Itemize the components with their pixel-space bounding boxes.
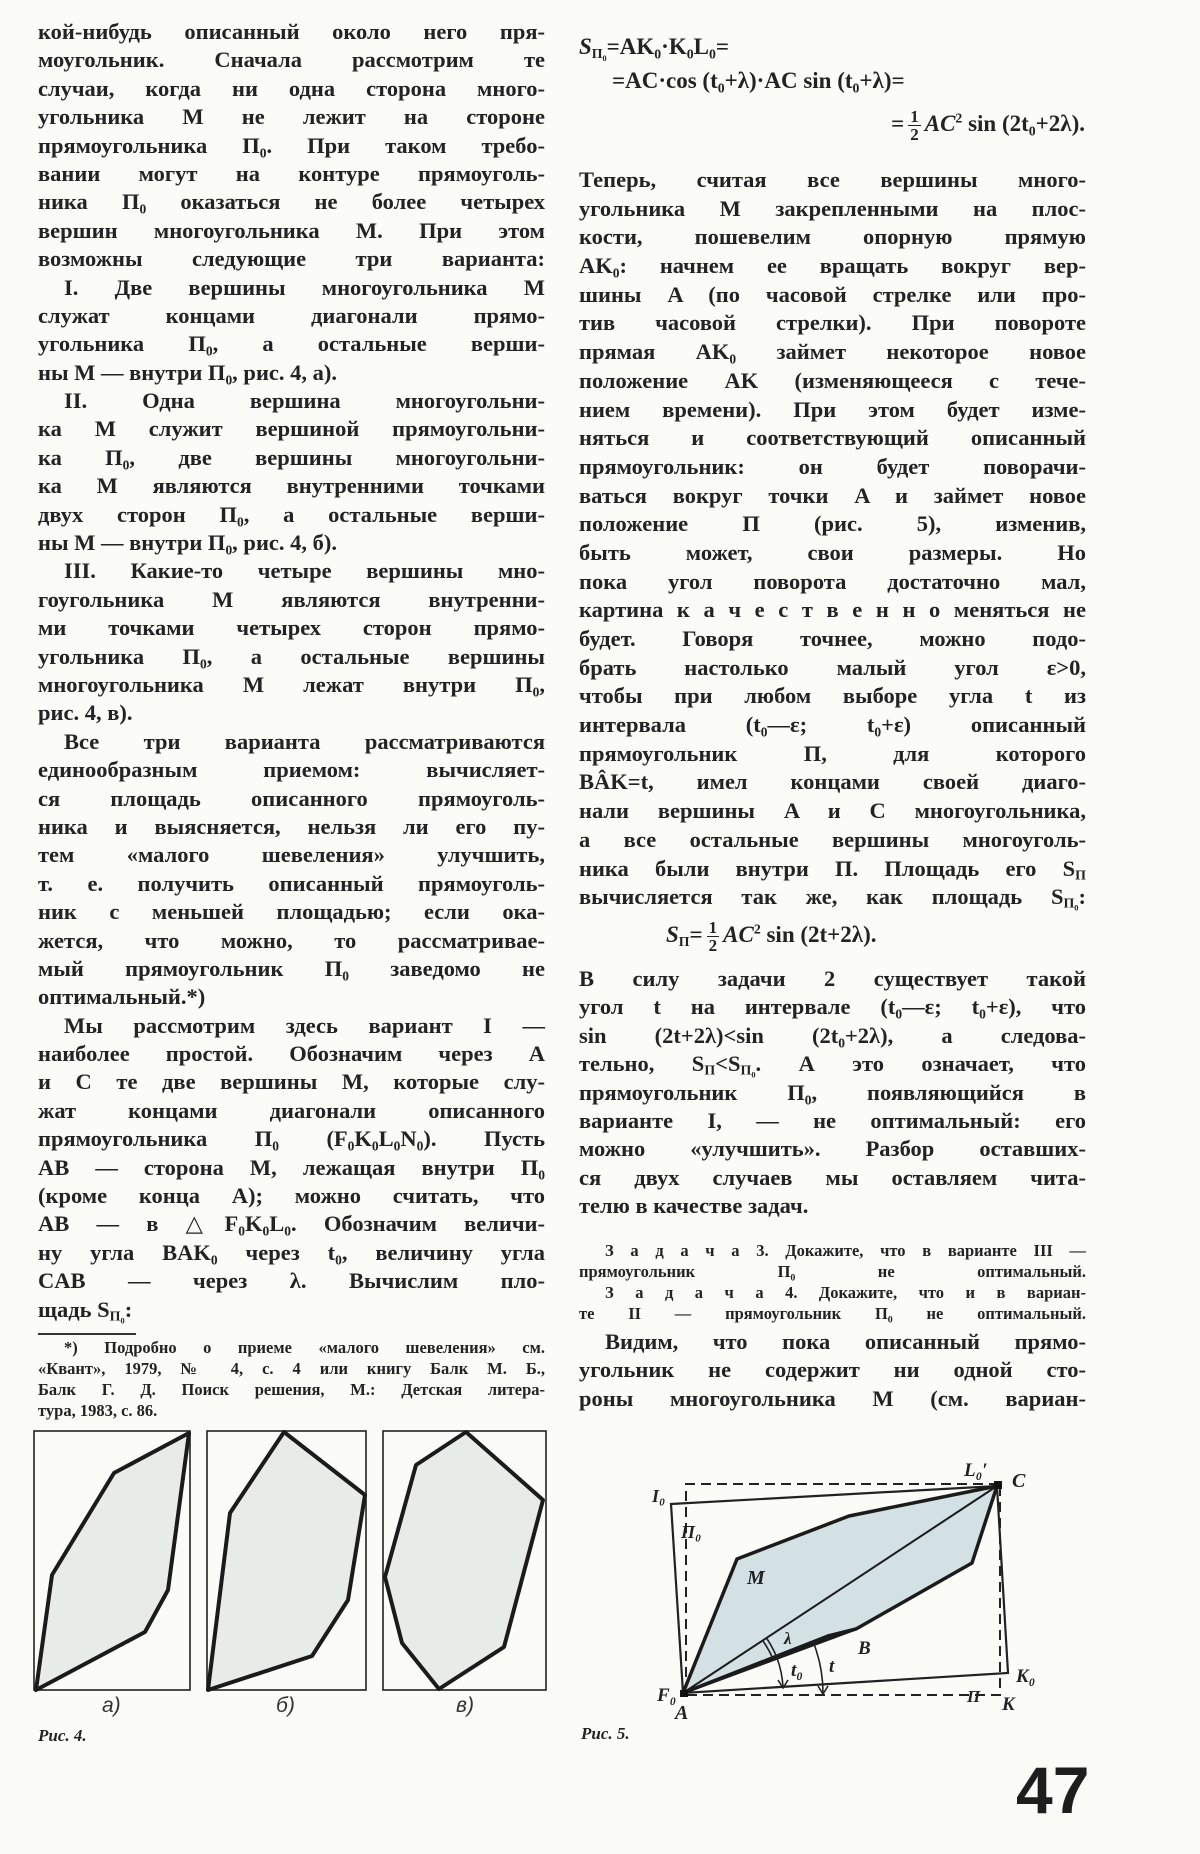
text-line: (кроме конца A); можно считать, что xyxy=(38,1183,545,1209)
text-line: угольника П₀, а остальные вершины xyxy=(38,643,545,669)
label-lambda: λ xyxy=(784,1629,792,1648)
text-line: тем «малого шевеления» улучшить, xyxy=(38,842,545,868)
text-line: вании могут на контуре прямоуголь- xyxy=(38,160,545,186)
text-line: Все три варианта рассматриваются xyxy=(64,728,545,754)
text-segment: ника были внутри П. Площадь его S xyxy=(579,855,1076,881)
text-line: ваться вокруг точки A и займет новое xyxy=(579,482,1086,508)
fraction-numerator: 1 xyxy=(708,918,718,937)
text-line: Мы рассмотрим здесь вариант I — xyxy=(64,1012,545,1038)
formula-symbol: S xyxy=(579,34,592,59)
formula-subscript: П₀ xyxy=(591,46,607,62)
label-t0: t₀ xyxy=(791,1660,803,1681)
text-line: жат концами диагонали описанного xyxy=(38,1097,545,1123)
label-b: B xyxy=(858,1638,871,1659)
formula-text: =AK₀·K₀L₀= xyxy=(606,34,729,59)
text-line: «Квант», 1979, № 4, с. 4 или книгу Балк М. Б., xyxy=(38,1359,545,1378)
fig5-caption: Рис. 5. xyxy=(581,1724,630,1743)
subscript: П xyxy=(704,1063,716,1079)
text-segment: щадь S xyxy=(38,1296,110,1322)
text-line: *) Подробно о приеме «малого шевеления» см. xyxy=(64,1338,545,1357)
text-line: ка M служит вершиной прямоугольни- xyxy=(38,416,545,442)
fraction-denominator: 2 xyxy=(910,125,919,144)
text-line: нали вершины A и C многоугольника, xyxy=(579,798,1086,824)
text-line: ся двух случаев мы оставляем чита- xyxy=(579,1164,1086,1190)
text-line: тив часовой стрелки). При повороте xyxy=(579,310,1086,336)
vertex-c-marker xyxy=(994,1481,1002,1489)
formula-text: = xyxy=(891,110,905,136)
fig4c-label: в) xyxy=(456,1694,474,1717)
label-f0: F₀ xyxy=(657,1685,677,1706)
text-segment: вычисляется так же, как площадь S xyxy=(579,884,1064,910)
text-line: интервала (t₀—ε; t₀+ε) описанный xyxy=(579,712,1086,738)
text-line: брать настолько малый угол ε>0, xyxy=(579,654,1086,680)
fig4-caption: Рис. 4. xyxy=(38,1726,87,1745)
text-line: т. е. получить описанный прямоуголь- xyxy=(38,870,545,896)
text-line: ну угла BAK₀ через t₀, величину угла xyxy=(38,1239,545,1265)
formula-symbol: S xyxy=(666,921,679,947)
text-line: ся площадь описанного прямоуголь- xyxy=(38,785,545,811)
text-line: III. Какие-то четыре вершины мно- xyxy=(64,558,545,584)
text-line: BÂK=t, имел концами своей диаго- xyxy=(579,769,1086,795)
text-line: положение П (рис. 5), изменив, xyxy=(579,511,1086,537)
text-line: ны M — внутри П₀, рис. 4, а). xyxy=(38,359,338,385)
label-p0: П₀ xyxy=(681,1522,702,1542)
text-line: а все остальные вершины многоуголь- xyxy=(579,826,1086,852)
text-line: прямоугольника П₀. При таком требо- xyxy=(38,132,545,158)
text-segment: тельно, S xyxy=(579,1051,705,1077)
text-line: ны M — внутри П₀, рис. 4, б). xyxy=(38,530,338,556)
text-line: II. Одна вершина многоугольни- xyxy=(64,388,545,414)
text-line: служат концами диагонали прямо- xyxy=(38,302,545,328)
text-line: чтобы при любом выборе угла t из xyxy=(579,683,1086,709)
text-line: угольник не содержит ни одной сто- xyxy=(579,1357,1086,1383)
text-line: наиболее простой. Обозначим через A xyxy=(38,1041,545,1067)
text-line: телю в качестве задач. xyxy=(579,1193,809,1219)
text-line: вершин многоугольника M. При этом xyxy=(38,217,545,243)
fraction-numerator: 1 xyxy=(910,107,919,126)
text-line: З а д а ч а 3. Докажите, что в варианте III — xyxy=(605,1241,1086,1260)
text-line: sin (2t+2λ)<sin (2t₀+2λ), а следова- xyxy=(579,1022,1086,1048)
text-line: прямоугольник П, для которого xyxy=(579,740,1086,766)
label-k0: K₀ xyxy=(1016,1666,1036,1687)
fig4b-label: б) xyxy=(276,1694,295,1717)
text-line: двух сторон П₀, а остальные верши- xyxy=(38,501,545,527)
text-line: единообразным приемом: вычисляет- xyxy=(38,757,545,783)
text-line: прямоугольник П₀, появляющийся в xyxy=(579,1079,1086,1105)
formula-symbol: AC xyxy=(924,110,956,136)
text-line: роны многоугольника M (см. вариан- xyxy=(579,1385,1086,1411)
text-line: I. Две вершины многоугольника M xyxy=(64,274,545,300)
label-k: K xyxy=(1002,1694,1015,1715)
text-line: З а д а ч а 4. Докажите, что и в вариан- xyxy=(605,1283,1086,1302)
fig4a-label: а) xyxy=(102,1694,121,1717)
text-line: Теперь, считая все вершины много- xyxy=(579,167,1086,192)
text-line: угол t на интервале (t₀—ε; t₀+ε), что xyxy=(579,994,1086,1020)
label-t: t xyxy=(829,1656,835,1677)
subscript: П₀ xyxy=(109,1309,125,1325)
text-line: картина к а ч е с т в е н н о меняться не xyxy=(579,597,1086,623)
text-line: ка M являются внутренними точками xyxy=(38,473,545,499)
label-m: M xyxy=(747,1567,765,1589)
text-line: AB — сторона M, лежащая внутри П₀ xyxy=(38,1154,545,1180)
text-line: оптимальный.*) xyxy=(38,984,206,1010)
text-line: ми точками четырех сторон прямо- xyxy=(38,615,545,641)
text-line: няться и соответствующий описанный xyxy=(579,425,1086,451)
text-line: В силу задачи 2 существует такой xyxy=(579,966,1086,991)
text-line: кости, пошевелим опорную прямую xyxy=(579,224,1086,250)
text-line: ник с меньшей площадью; если ока- xyxy=(38,899,545,925)
label-p: П xyxy=(967,1687,981,1706)
text-line: многоугольника M лежат внутри П₀, xyxy=(38,671,545,697)
fraction-denominator: 2 xyxy=(708,936,718,955)
formula-area-p0-line2: =AC·cos (t₀+λ)·AC sin (t₀+λ)= xyxy=(612,68,905,93)
text-line: AB — в △F₀K₀L₀. Обозначим величи- xyxy=(38,1211,545,1237)
text-line: быть может, свои размеры. Но xyxy=(579,539,1086,565)
text-line: рис. 4, в). xyxy=(38,700,133,726)
text-line: будет. Говоря точнее, можно подо- xyxy=(579,626,1086,651)
formula-text: sin (2t+2λ). xyxy=(760,921,877,947)
text-line: ника П₀ оказаться не более четырех xyxy=(38,189,545,215)
text-line: ника и выясняется, нельзя ли его пу- xyxy=(38,813,545,839)
text-line: мый прямоугольник П₀ заведомо не xyxy=(38,955,545,981)
text-segment: : xyxy=(1078,884,1086,910)
formula-symbol: AC xyxy=(723,921,754,947)
label-l0: L₀′ xyxy=(964,1460,988,1481)
page-number: 47 xyxy=(1016,1753,1090,1827)
subscript: П₀ xyxy=(1063,896,1079,912)
subscript: П xyxy=(1075,867,1086,883)
text-line: тура, 1983, с. 86. xyxy=(38,1401,158,1420)
text-line: варианте I, — не оптимальный: его xyxy=(579,1107,1086,1133)
text-line: те II — прямоугольник П₀ не оптимальный. xyxy=(579,1304,1086,1323)
label-n0: I₀ xyxy=(652,1486,666,1506)
text-line: AK₀: начнем ее вращать вокруг вер- xyxy=(579,253,1086,279)
text-line: кой-нибудь описанный около него пря- xyxy=(38,19,545,44)
text-segment: <S xyxy=(715,1051,741,1077)
formula-superscript: 2 xyxy=(753,921,761,937)
text-line: угольника M закрепленными на плос- xyxy=(579,195,1086,221)
text-line: прямая AK₀ займет некоторое новое xyxy=(579,339,1086,365)
text-line: и C те две вершины M, которые слу- xyxy=(38,1069,545,1095)
subscript: П₀ xyxy=(740,1063,756,1079)
label-c: C xyxy=(1012,1470,1026,1492)
text-segment: . А это означает, что xyxy=(755,1051,1086,1077)
text-line: CAB — через λ. Вычислим пло- xyxy=(38,1268,545,1294)
text-segment: : xyxy=(124,1296,133,1322)
text-line: ка П₀, две вершины многоугольни- xyxy=(38,444,545,470)
label-a: A xyxy=(675,1702,689,1724)
text-line: Балк Г. Д. Поиск решения, М.: Детская литера- xyxy=(38,1380,545,1399)
formula-text: = xyxy=(689,921,703,947)
text-line: Видим, что пока описанный прямо- xyxy=(605,1329,1086,1354)
formula-subscript: П xyxy=(678,933,690,949)
text-line: гоугольника M являются внутренни- xyxy=(38,586,545,612)
text-line: прямоугольника П₀ (F₀K₀L₀N₀). Пусть xyxy=(38,1126,545,1152)
text-line: можно «улучшить». Разбор оставших- xyxy=(579,1136,1086,1162)
text-line: прямоугольник П₀ не оптимальный. xyxy=(579,1262,1086,1281)
formula-text: sin (2t₀+2λ). xyxy=(962,110,1085,136)
text-line: шины A (по часовой стрелке или про- xyxy=(579,281,1086,307)
text-line: пока угол поворота достаточно мал, xyxy=(579,568,1086,594)
text-line: нием времени). При этом будет изме- xyxy=(579,396,1086,422)
text-line: угольника M не лежит на стороне xyxy=(38,104,545,130)
text-line: случаи, когда ни одна сторона много- xyxy=(38,75,545,101)
vertex-a-marker xyxy=(680,1690,688,1697)
text-line: возможны следующие три варианта: xyxy=(38,246,545,272)
text-line: жется, что можно, то рассматривае- xyxy=(38,927,545,953)
text-line: моугольник. Сначала рассмотрим те xyxy=(38,47,545,73)
formula-superscript: 2 xyxy=(955,110,963,126)
text-line: угольника П₀, а остальные верши- xyxy=(38,331,545,357)
text-line: положение AK (изменяющееся с тече- xyxy=(579,367,1086,393)
text-line: прямоугольник: он будет поворачи- xyxy=(579,453,1086,479)
